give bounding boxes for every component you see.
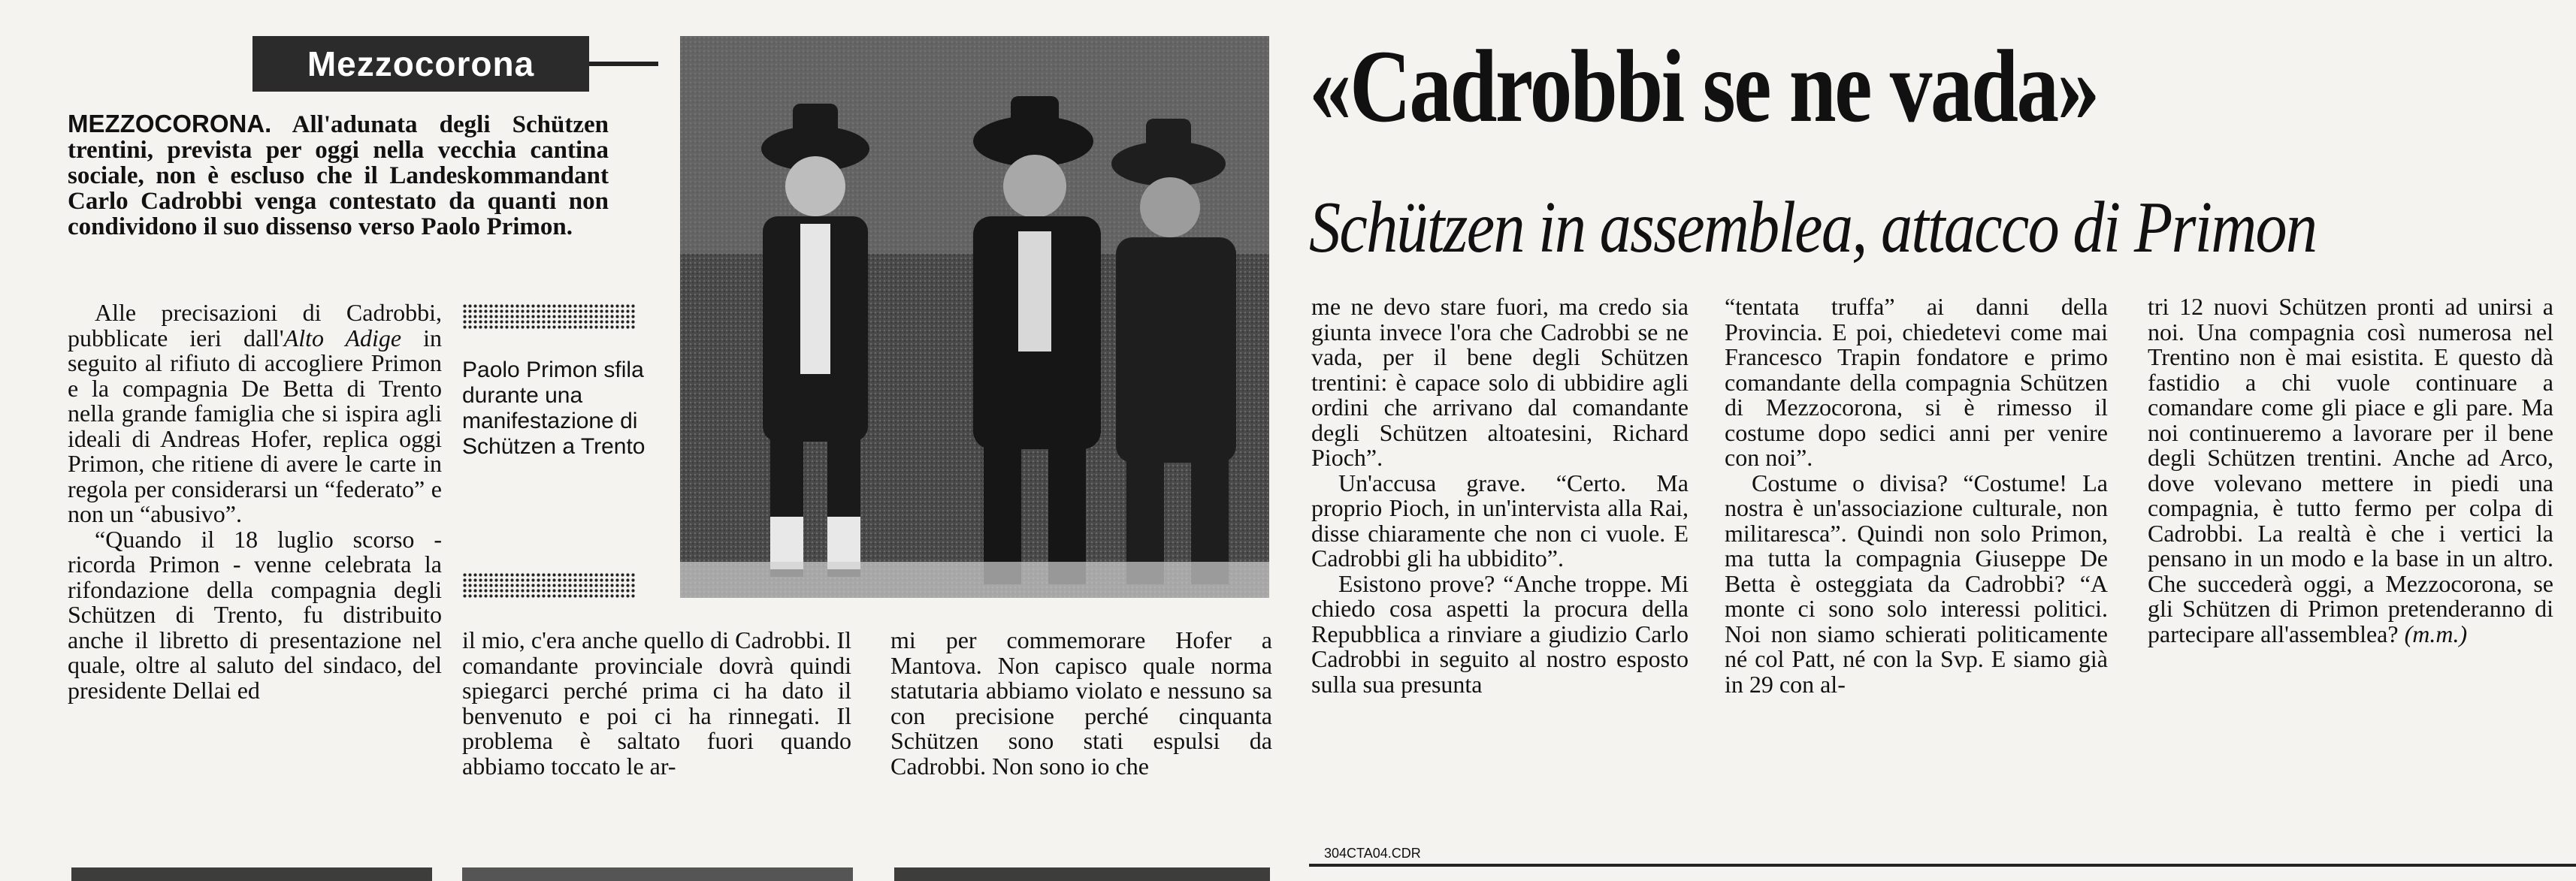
photo-caption: Paolo Primon sfila durante una manifestazione di Schützen a Trento <box>462 358 646 459</box>
article-column-2 <box>462 628 851 779</box>
bottom-rule <box>1309 864 2576 867</box>
article-column-3 <box>890 628 1272 779</box>
article-column-6 <box>2148 294 2553 647</box>
col1-paragraph <box>68 300 442 527</box>
section-kicker: Mezzocorona <box>252 36 589 92</box>
col1-text: “Quando il 18 luglio scorso - ricorda Primon - venne celebrata la rifondazione della compagnia degli Schützen di Trento, fu distribuito anche il libretto di presentazione nel quale, oltre al saluto del sindaco, del presidente Dellai ed <box>68 525 442 704</box>
col1-italic: Alto Adige <box>283 324 402 351</box>
article-column-5 <box>1725 294 2108 697</box>
caption-dots-bottom <box>462 572 636 598</box>
kicker-rule <box>589 62 658 66</box>
next-headline-fragment-2 <box>894 867 1270 881</box>
col5-text: “tentata truffa” ai danni della Provincia. E poi, chiedetevi come mai Francesco Trapin fondatore e primo comandante della compagnia Schützen di Mezzocorona, si è rimesso il costume dopo sedici anni per venire con noi”. <box>1725 293 2108 471</box>
headline: «Cadrobbi se ne vada» <box>1309 29 2098 143</box>
col4-paragraph <box>1311 294 1689 471</box>
subheadline: Schützen in assemblea, attacco di Primon <box>1309 187 2317 268</box>
col4-paragraph <box>1311 471 1689 572</box>
schuetzen-parade-photo <box>680 36 1269 598</box>
lead-paragraph <box>68 111 609 240</box>
article-photo <box>680 36 1269 598</box>
lead-text: All'adunata degli Schützen trentini, prevista per oggi nella vecchia cantina sociale, non è escluso che il Landeskommandant Carlo Cadrobbi venga contestato da quanti non condividono il suo dissenso verso Paolo Primon. <box>68 111 609 240</box>
col3-paragraph: mi per commemorare Hofer a Mantova. Non capisco quale norma statutaria abbiamo violato e nessuno sa con precisione perché cinquanta Schützen sono stati espulsi da Cadrobbi. Non sono io che <box>890 626 1272 780</box>
page-file-code: 304CTA04.CDR <box>1324 846 1421 861</box>
signature: (m.m.) <box>2404 620 2468 647</box>
article-column-4 <box>1311 294 1689 697</box>
next-article-strip <box>0 867 2576 881</box>
dateline: MEZZOCORONA. <box>68 110 272 137</box>
col5-paragraph <box>1725 471 2108 698</box>
caption-dots-top <box>462 303 636 329</box>
col5-paragraph <box>1725 294 2108 471</box>
col4-text: me ne devo stare fuori, ma credo sia giunta invece l'ora che Cadrobbi se ne vada, per il bene degli Schützen trentini: è capace solo di ubbidire agli ordini che arrivano dal comandante degli Schützen altoatesini, Richard Pioch”. <box>1311 293 1689 471</box>
col2-paragraph: il mio, c'era anche quello di Cadrobbi. Il comandante provinciale dovrà quindi spiegarci perché prima ci ha dato il benvenuto e poi ci ha rinnegati. Il problema è saltato fuori quando abbiamo toccato le ar- <box>462 626 851 780</box>
col6-text: tri 12 nuovi Schützen pronti ad unirsi a noi. Una compagnia così numerosa nel Trentino non è mai esistita. E questo dà fastidio a chi vuole continuare a comandare come gli piace e gli pare. Ma noi continueremo a lavorare per il bene degli Schützen trentini. Anche ad Arco, dove volevano mettere in piedi una compagnia, è tutto fermo per colpa di Cadrobbi. La realtà è che i vertici la pensano in un modo e la base in un altro. Che succederà oggi, a Mezzocorona, se gli Schützen di Primon pretenderanno di partecipare all'assemblea? <box>2148 293 2553 647</box>
next-photo-fragment <box>462 867 853 881</box>
col4-text: Un'accusa grave. “Certo. Ma proprio Pioch, in un'intervista alla Rai, disse chiaramente che non ci vuole. E Cadrobbi gli ha ubbidito”. <box>1311 469 1689 572</box>
col4-paragraph <box>1311 569 1689 698</box>
col5-text: Costume o divisa? “Costume! La nostra è un'associazione culturale, non militaresca”. Quindi non solo Primon, ma tutta la compagnia Giuseppe De Betta è osteggiata da Cadrobbi? “A monte ci sono solo interessi politici. Noi non siamo schierati politicamente né col Patt, né con la Svp. E siamo già in 29 con al- <box>1725 469 2108 698</box>
article-column-1 <box>68 300 442 703</box>
col1-text-after: in seguito al rifiuto di accogliere Primon e la compagnia De Betta di Trento nella grande famiglia che si ispira agli ideali di Andreas Hofer, replica oggi Primon, che ritiene di avere le carte in regola per considerarsi un “federato” e non un “abusivo”. <box>68 324 443 527</box>
col6-paragraph <box>2148 294 2553 647</box>
col4-text: Esistono prove? “Anche troppe. Mi chiedo cosa aspetti la procura della Repubblica a rinviare a giudizio Carlo Cadrobbi in seguito al nostro esposto sulla sua presunta <box>1311 569 1689 698</box>
col1-paragraph <box>68 527 442 704</box>
next-headline-fragment-1 <box>71 867 432 881</box>
col1-text: Alle precisazioni di Cadrobbi, pubblicate ieri dall' <box>68 299 442 351</box>
